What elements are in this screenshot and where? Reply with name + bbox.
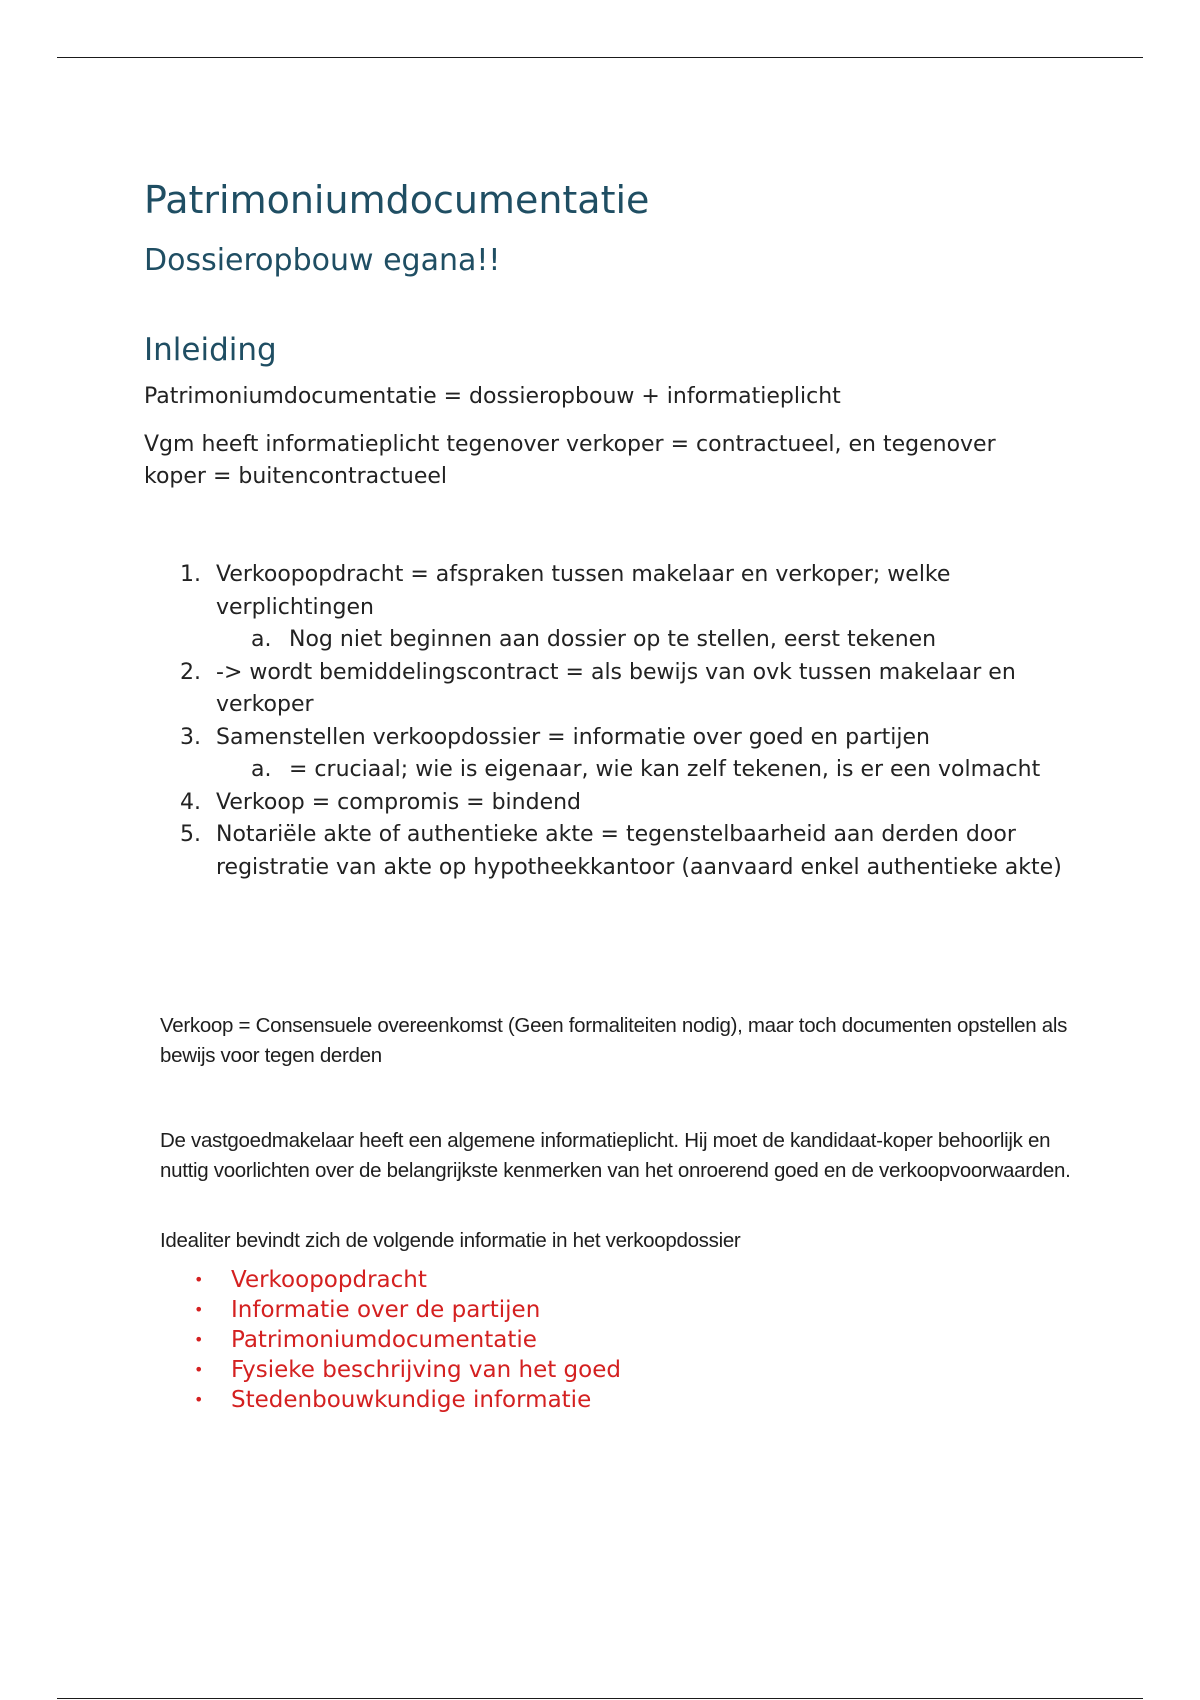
list-marker: 4. <box>180 789 201 815</box>
bullet-icon: • <box>194 1300 204 1319</box>
footer-rule <box>57 1698 1143 1699</box>
bullet-icon: • <box>194 1330 204 1349</box>
list-item <box>194 1355 621 1385</box>
list-item-text: Fysieke beschrijving van het goed <box>231 1357 621 1383</box>
list-item-text: Verkoopopdracht = afspraken tussen makelaar en verkoper; welke verplichtingen <box>216 562 951 620</box>
bullet-icon: • <box>194 1390 204 1409</box>
list-item-text: Nog niet beginnen aan dossier op te stellen, eerst tekenen <box>289 627 937 652</box>
intro-paragraph-2: Vgm heeft informatieplicht tegenover verkoper = contractueel, en tegenover koper = buitencontractueel <box>144 432 996 489</box>
list-marker: 3. <box>180 724 201 750</box>
list-item <box>194 1325 621 1355</box>
page-subtitle: Dossieropbouw egana!! <box>144 243 501 278</box>
page-title: Patrimoniumdocumentatie <box>144 178 650 222</box>
idealiter-paragraph: Idealiter bevindt zich de volgende informatie in het verkoopdossier <box>160 1229 741 1252</box>
list-marker: 2. <box>180 659 201 685</box>
list-item <box>144 787 1074 820</box>
list-item <box>194 1295 621 1325</box>
informatieplicht-paragraph: De vastgoedmakelaar heeft een algemene informatieplicht. Hij moet de kandidaat-koper behoorlijk en nuttig voorlichten over de belangrijkste kenmerken van het onroerend goed en de verkoopvoorwaarden. <box>160 1129 1071 1182</box>
list-item-text: Patrimoniumdocumentatie <box>231 1327 537 1353</box>
list-item <box>144 722 1074 755</box>
list-item <box>144 657 1074 722</box>
list-marker: a. <box>251 757 272 782</box>
section-heading-inleiding: Inleiding <box>144 332 277 368</box>
list-marker: 5. <box>180 822 201 847</box>
list-subitem <box>144 754 1074 787</box>
list-item <box>194 1265 621 1295</box>
intro-paragraph-1: Patrimoniumdocumentatie = dossieropbouw + informatieplicht <box>144 384 841 409</box>
list-subitem <box>144 624 1074 657</box>
list-marker: a. <box>251 627 272 652</box>
list-marker: 1. <box>180 562 201 587</box>
list-item <box>194 1385 621 1415</box>
consensus-paragraph: Verkoop = Consensuele overeenkomst (Geen formaliteiten nodig), maar toch documenten opstellen als bewijs voor tegen derden <box>160 1014 1068 1067</box>
list-item-text: = cruciaal; wie is eigenaar, wie kan zelf tekenen, is er een volmacht <box>289 757 1041 782</box>
numbered-list <box>144 559 1074 884</box>
list-item-text: Samenstellen verkoopdossier = informatie over goed en partijen <box>216 724 930 750</box>
bullet-icon: • <box>194 1360 204 1379</box>
bullet-list <box>194 1265 621 1415</box>
list-item-text: Stedenbouwkundige informatie <box>231 1387 592 1413</box>
list-item <box>144 559 1074 624</box>
list-item <box>144 819 1074 884</box>
header-rule <box>57 57 1143 58</box>
list-item-text: Notariële akte of authentieke akte = tegenstelbaarheid aan derden door registratie van akte op hypotheekkantoor (aanvaard enkel authentieke akte) <box>216 822 1062 880</box>
list-item-text: Verkoopopdracht <box>231 1267 427 1293</box>
list-item-text: -> wordt bemiddelingscontract = als bewijs van ovk tussen makelaar en verkoper <box>216 659 1016 717</box>
list-item-text: Informatie over de partijen <box>231 1297 541 1323</box>
list-item-text: Verkoop = compromis = bindend <box>216 789 582 815</box>
bullet-icon: • <box>194 1270 204 1289</box>
